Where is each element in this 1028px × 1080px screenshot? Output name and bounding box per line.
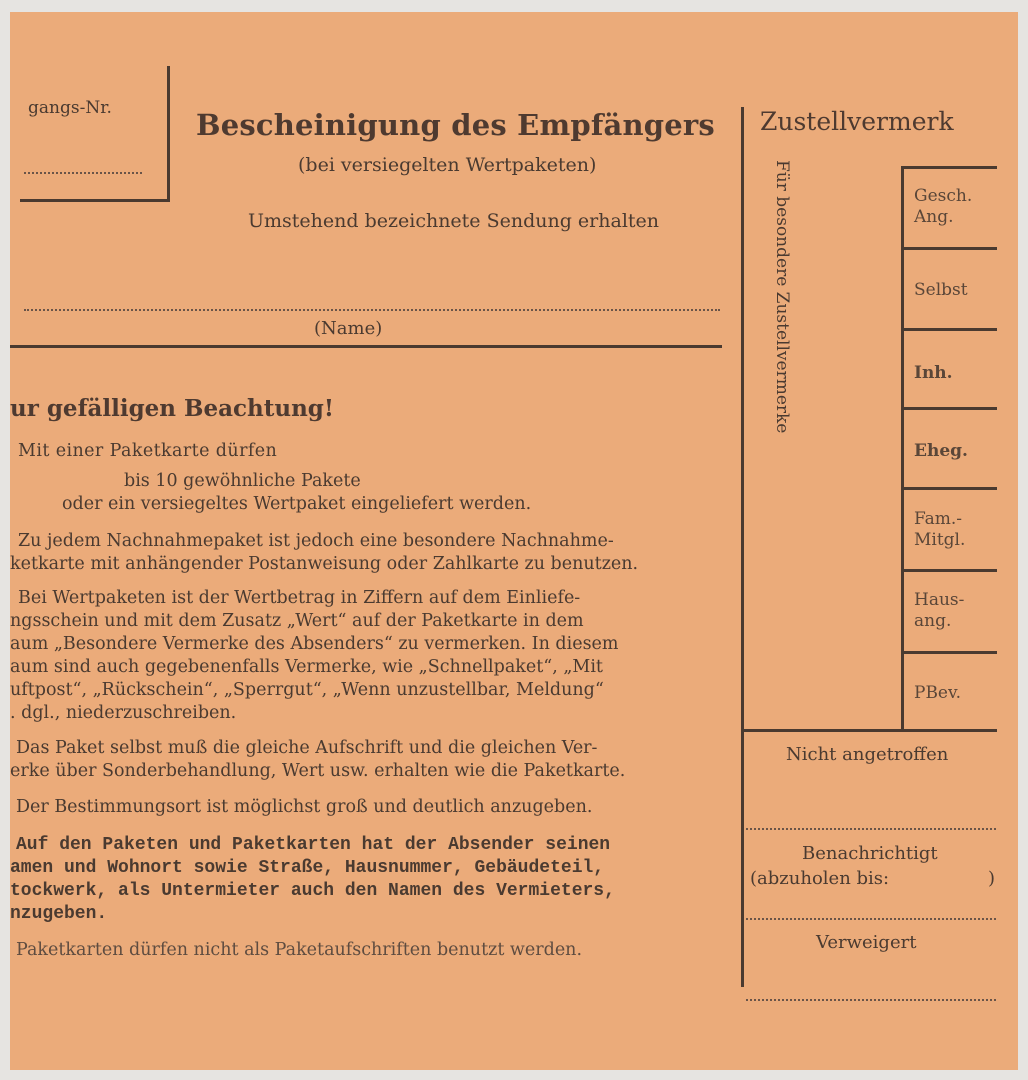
note-3-line-2: ngsschein und mit dem Zusatz „Wert“ auf der Paketkarte in dem [10,611,584,631]
abzuholen-label: (abzuholen bis: [750,868,890,889]
note-7: Paketkarten dürfen nicht als Paketaufschriften benutzt werden. [16,940,583,960]
cell-selbst [914,280,1006,301]
name-dotted-line [24,309,720,311]
note-4-line-1: Das Paket selbst muß die gleiche Aufschrift und die gleichen Ver- [16,738,598,758]
note-1-line-1: Mit einer Paketkarte dürfen [18,441,278,461]
zustell-vertical-label-text: Für besondere Zustellvermerke [772,160,792,434]
cell-inh [914,363,1006,384]
cell-fam-mitgl-line-2: Mitgl. [914,530,966,550]
cell-pbev [914,683,1006,704]
benachrichtigt-dotted-line [746,918,996,920]
cell-haus-ang-line-2: ang. [914,611,952,631]
zustell-column-border [741,107,744,987]
parcel-card-back [10,12,1018,1070]
note-2-line-2: ketkarte mit anhängender Postanweisung oder Zahlkarte zu benutzen. [10,554,639,574]
receipt-text: Umstehend bezeichnete Sendung erhalten [248,210,660,232]
zustell-cells-top-border [901,166,997,169]
verweigert-dotted-line [746,999,996,1001]
zustell-cells-left-border [901,166,904,732]
header-divider [10,345,722,348]
note-6-line-4: nzugeben. [10,904,108,924]
cell-haus-ang [914,590,1006,632]
receipt-number-dotted-line [24,172,142,174]
certificate-title: Bescheinigung des Empfängers [196,108,715,142]
zustell-title: Zustellvermerk [760,107,954,136]
cell-selbst-label: Selbst [914,280,968,300]
zustell-cell-divider [901,487,997,490]
note-6-line-2: amen und Wohnort sowie Straße, Hausnummer, Gebäudeteil, [10,858,605,878]
verweigert-label: Verweigert [816,932,917,953]
note-1-line-2: bis 10 gewöhnliche Pakete [124,471,361,491]
zustell-cell-divider [901,328,997,331]
corner-box-right-border [167,66,170,202]
cell-eheg [914,441,1006,462]
cell-eheg-label: Eheg. [914,441,968,461]
name-label: (Name) [314,318,383,339]
note-3-line-6: . dgl., niederzuschreiben. [10,703,237,723]
cell-fam-mitgl [914,509,1006,551]
zustell-cell-divider [901,651,997,654]
zustell-cell-divider [901,407,997,410]
note-6-line-1: Auf den Paketen und Paketkarten hat der Absender seinen [16,835,611,855]
zustell-cells-bottom-divider [744,729,997,732]
note-3-line-5: uftpost“, „Rückschein“, „Sperrgut“, „Wenn unzustellbar, Meldung“ [10,680,604,700]
note-5: Der Bestimmungsort ist möglichst groß und deutlich anzugeben. [16,797,593,817]
cell-haus-ang-line-1: Haus- [914,590,965,610]
corner-box-bottom-border [20,199,170,202]
cell-gesch-ang [914,186,1006,228]
notes-heading: ur gefälligen Beachtung! [10,395,334,422]
note-3-line-3: aum „Besondere Vermerke des Absenders“ zu vermerken. In diesem [10,634,619,654]
abzuholen-close-paren: ) [988,868,996,889]
cell-fam-mitgl-line-1: Fam.- [914,509,963,529]
cell-pbev-label: PBev. [914,683,961,703]
certificate-subtitle: (bei versiegelten Wertpaketen) [298,154,597,176]
receipt-number-label: gangs-Nr. [28,98,112,118]
nicht-angetroffen-dotted-line [746,828,996,830]
zustell-cell-divider [901,569,997,572]
cell-inh-label: Inh. [914,363,953,383]
note-4-line-2: erke über Sonderbehandlung, Wert usw. erhalten wie die Paketkarte. [10,761,626,781]
cell-gesch-ang-line-1: Gesch. [914,186,973,206]
nicht-angetroffen-label: Nicht angetroffen [786,744,949,765]
note-1-line-3: oder ein versiegeltes Wertpaket eingeliefert werden. [62,494,532,514]
note-6-line-3: tockwerk, als Untermieter auch den Namen des Vermieters, [10,881,615,901]
cell-gesch-ang-line-2: Ang. [914,207,954,227]
note-3-line-4: aum sind auch gegebenenfalls Vermerke, wie „Schnellpaket“, „Mit [10,657,603,677]
note-2-line-1: Zu jedem Nachnahmepaket ist jedoch eine besondere Nachnahme- [18,531,614,551]
note-3-line-1: Bei Wertpaketen ist der Wertbetrag in Ziffern auf dem Einliefe- [18,588,581,608]
benachrichtigt-label: Benachrichtigt [802,843,938,864]
zustell-vertical-label [772,160,792,433]
zustell-cell-divider [901,247,997,250]
